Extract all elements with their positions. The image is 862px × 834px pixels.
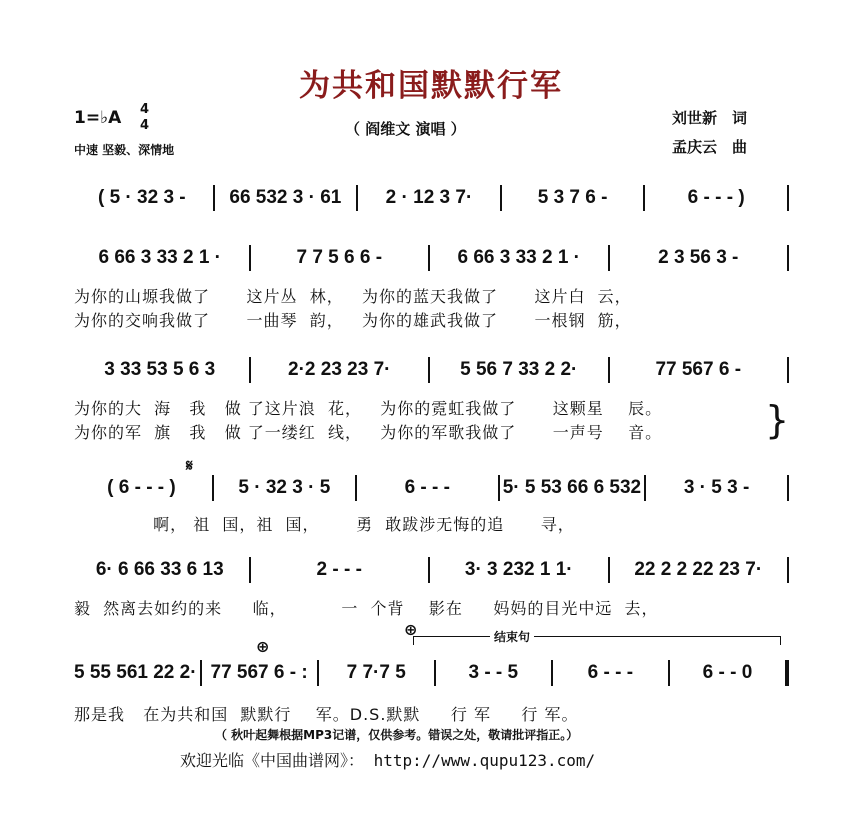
- barline: [428, 245, 430, 271]
- key-signature: 1=♭A: [74, 108, 122, 128]
- measure: 3 - - 5: [468, 662, 519, 683]
- lyrics-block-1: [74, 285, 632, 333]
- site-link[interactable]: 欢迎光临《中国曲谱网》： http://www.qupu123.com/: [180, 751, 596, 770]
- measure: 77 567 6 -: [655, 359, 742, 380]
- lyric-line: 啊， 祖 国，祖 国， 勇 敢跋涉无悔的追 寻，: [74, 515, 575, 534]
- measure: 2 - - -: [316, 559, 362, 580]
- barline: [500, 185, 502, 211]
- coda-icon: ⊕: [404, 620, 418, 639]
- measure: 77 567 6 - :: [210, 662, 308, 683]
- barline: [200, 660, 202, 686]
- measure: 66 532 3 · 61: [229, 187, 342, 208]
- barline: [643, 185, 645, 211]
- measure: 7 7 5 6 6 -: [296, 247, 383, 268]
- barline: [428, 557, 430, 583]
- barline: [249, 357, 251, 383]
- ending-bracket: [413, 636, 781, 645]
- measure: ( 5 · 32 3 -: [97, 187, 186, 208]
- measure: 2 · 12 3 7·: [385, 187, 473, 208]
- barline: [787, 357, 789, 383]
- barline: [608, 557, 610, 583]
- measure: 6 - - - ): [687, 187, 745, 208]
- barline: [355, 475, 357, 501]
- barline: [317, 660, 319, 686]
- measure: 6 66 3 33 2 1 ·: [98, 247, 222, 268]
- measure: 7 7·7 5: [346, 662, 406, 683]
- lyric-line: 毅 然离去如约的来 临， 一 个背 影在 妈妈的目光中远 去，: [74, 599, 659, 618]
- coda-icon: ⊕: [256, 637, 270, 656]
- composer: 孟庆云 曲: [672, 138, 748, 156]
- lyric-line: 为你的交响我做了 一曲琴 韵， 为你的雄武我做了 一根钢 筋，: [74, 311, 632, 330]
- notation-row: [74, 245, 792, 271]
- barline: [213, 185, 215, 211]
- ending-label: 结束句: [490, 628, 534, 645]
- notation-row: [74, 357, 792, 383]
- barline: [551, 660, 553, 686]
- barline: [787, 475, 789, 501]
- barline: [249, 245, 251, 271]
- lyric-line: 为你的军 旗 我 做 了一缕红 线， 为你的军歌我做了 一声号 音。: [74, 423, 663, 442]
- barline: [608, 357, 610, 383]
- measure: 3 · 5 3 -: [683, 477, 750, 498]
- notation-row: [74, 660, 792, 686]
- barline: [785, 660, 789, 686]
- barline: [787, 185, 789, 211]
- segno-icon: 𝄋: [186, 456, 193, 475]
- measure: 5 3 7 6 -: [537, 187, 608, 208]
- measure: 5 · 32 3 · 5: [238, 477, 331, 498]
- lyric-line: 那是我 在为共和国 默默行 军。D.S.默默 行 军 行 军。: [74, 705, 579, 724]
- measure: 22 2 2 22 23 7·: [634, 559, 763, 580]
- verse-brace: }: [765, 398, 790, 442]
- barline: [668, 660, 670, 686]
- notation-row: [74, 475, 792, 501]
- tempo-marking: 中速 坚毅、深情地: [74, 143, 175, 157]
- barline: [787, 245, 789, 271]
- measure: 3 33 53 5 6 3: [104, 359, 216, 380]
- measure: 5 56 7 33 2 2·: [460, 359, 578, 380]
- barline: [787, 557, 789, 583]
- measure: ( 6 - - - ): [107, 477, 176, 498]
- measure: 2 3 56 3 -: [658, 247, 739, 268]
- time-signature-top: 4: [140, 102, 150, 117]
- song-title: 为共和国默默行军: [299, 68, 563, 104]
- measure: 5· 5 53 66 6 532: [502, 477, 642, 498]
- barline: [428, 357, 430, 383]
- lyric-line: 为你的大 海 我 做 了这片浪 花， 为你的霓虹我做了 这颗星 辰。: [74, 399, 663, 418]
- measure: 6 66 3 33 2 1 ·: [457, 247, 581, 268]
- footnote: （ 秋叶起舞根据MP3记谱，仅供参考。错误之处，敬请批评指正。）: [215, 728, 579, 742]
- measure: 6 - - -: [404, 477, 450, 498]
- barline: [498, 475, 500, 501]
- notation-row: [74, 557, 792, 583]
- measure: 3· 3 232 1 1·: [464, 559, 573, 580]
- lyricist: 刘世新 词: [672, 109, 748, 127]
- measure: 6 - - -: [587, 662, 634, 683]
- measure: 6 - - 0: [702, 662, 753, 683]
- measure: 5 55 561 22 2·: [74, 662, 197, 683]
- lyrics-block-2: [74, 397, 662, 445]
- time-signature-bottom: 4: [140, 118, 150, 133]
- barline: [212, 475, 214, 501]
- barline: [356, 185, 358, 211]
- lyric-line: 为你的山塬我做了 这片丛 林， 为你的蓝天我做了 这片白 云，: [74, 287, 632, 306]
- singer: （ 阎维文 演唱 ）: [345, 120, 466, 138]
- barline: [644, 475, 646, 501]
- barline: [434, 660, 436, 686]
- measure: 2·2 23 23 7·: [288, 359, 391, 380]
- barline: [608, 245, 610, 271]
- notation-row: [74, 185, 792, 211]
- measure: 6· 6 66 33 6 13: [95, 559, 224, 580]
- barline: [249, 557, 251, 583]
